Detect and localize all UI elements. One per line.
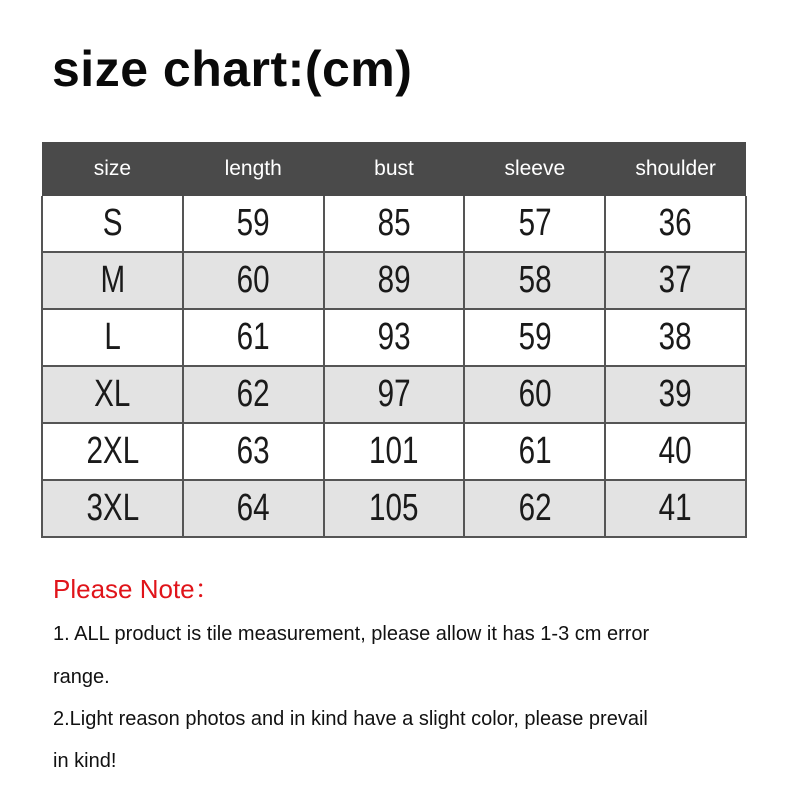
table-header-row (42, 142, 746, 196)
note-line: in kind! (53, 750, 117, 772)
cell-length: 64 (183, 480, 324, 537)
table-row (42, 252, 746, 309)
page-title: size chart:(cm) (52, 41, 413, 97)
cell-size: S (42, 196, 183, 252)
cell-size: 2XL (42, 423, 183, 480)
note-line: range. (53, 666, 110, 688)
note-heading: Please Note： (53, 574, 221, 604)
cell-bust: 85 (324, 196, 465, 252)
cell-size: 3XL (42, 480, 183, 537)
cell-bust: 105 (324, 480, 465, 537)
header-bust: bust (324, 142, 465, 196)
table-row (42, 196, 746, 252)
cell-sleeve: 62 (464, 480, 605, 537)
cell-shoulder: 41 (605, 480, 746, 537)
cell-length: 63 (183, 423, 324, 480)
cell-bust: 89 (324, 252, 465, 309)
cell-length: 61 (183, 309, 324, 366)
size-chart-table (41, 142, 747, 538)
note-line: 2.Light reason photos and in kind have a slight color, please prevail (53, 708, 648, 730)
cell-sleeve: 59 (464, 309, 605, 366)
table-row (42, 366, 746, 423)
header-shoulder: shoulder (605, 142, 746, 196)
cell-sleeve: 61 (464, 423, 605, 480)
table-row (42, 480, 746, 537)
note-line: 1. ALL product is tile measurement, please allow it has 1-3 cm error (53, 623, 650, 645)
cell-size: XL (42, 366, 183, 423)
cell-shoulder: 40 (605, 423, 746, 480)
cell-shoulder: 39 (605, 366, 746, 423)
cell-size: M (42, 252, 183, 309)
cell-sleeve: 58 (464, 252, 605, 309)
cell-sleeve: 60 (464, 366, 605, 423)
cell-size: L (42, 309, 183, 366)
table-row (42, 423, 746, 480)
cell-shoulder: 38 (605, 309, 746, 366)
cell-shoulder: 37 (605, 252, 746, 309)
cell-length: 59 (183, 196, 324, 252)
header-length: length (183, 142, 324, 196)
cell-shoulder: 36 (605, 196, 746, 252)
header-sleeve: sleeve (464, 142, 605, 196)
cell-sleeve: 57 (464, 196, 605, 252)
cell-bust: 93 (324, 309, 465, 366)
cell-bust: 101 (324, 423, 465, 480)
cell-length: 60 (183, 252, 324, 309)
cell-bust: 97 (324, 366, 465, 423)
header-size: size (42, 142, 183, 196)
table-row (42, 309, 746, 366)
cell-length: 62 (183, 366, 324, 423)
